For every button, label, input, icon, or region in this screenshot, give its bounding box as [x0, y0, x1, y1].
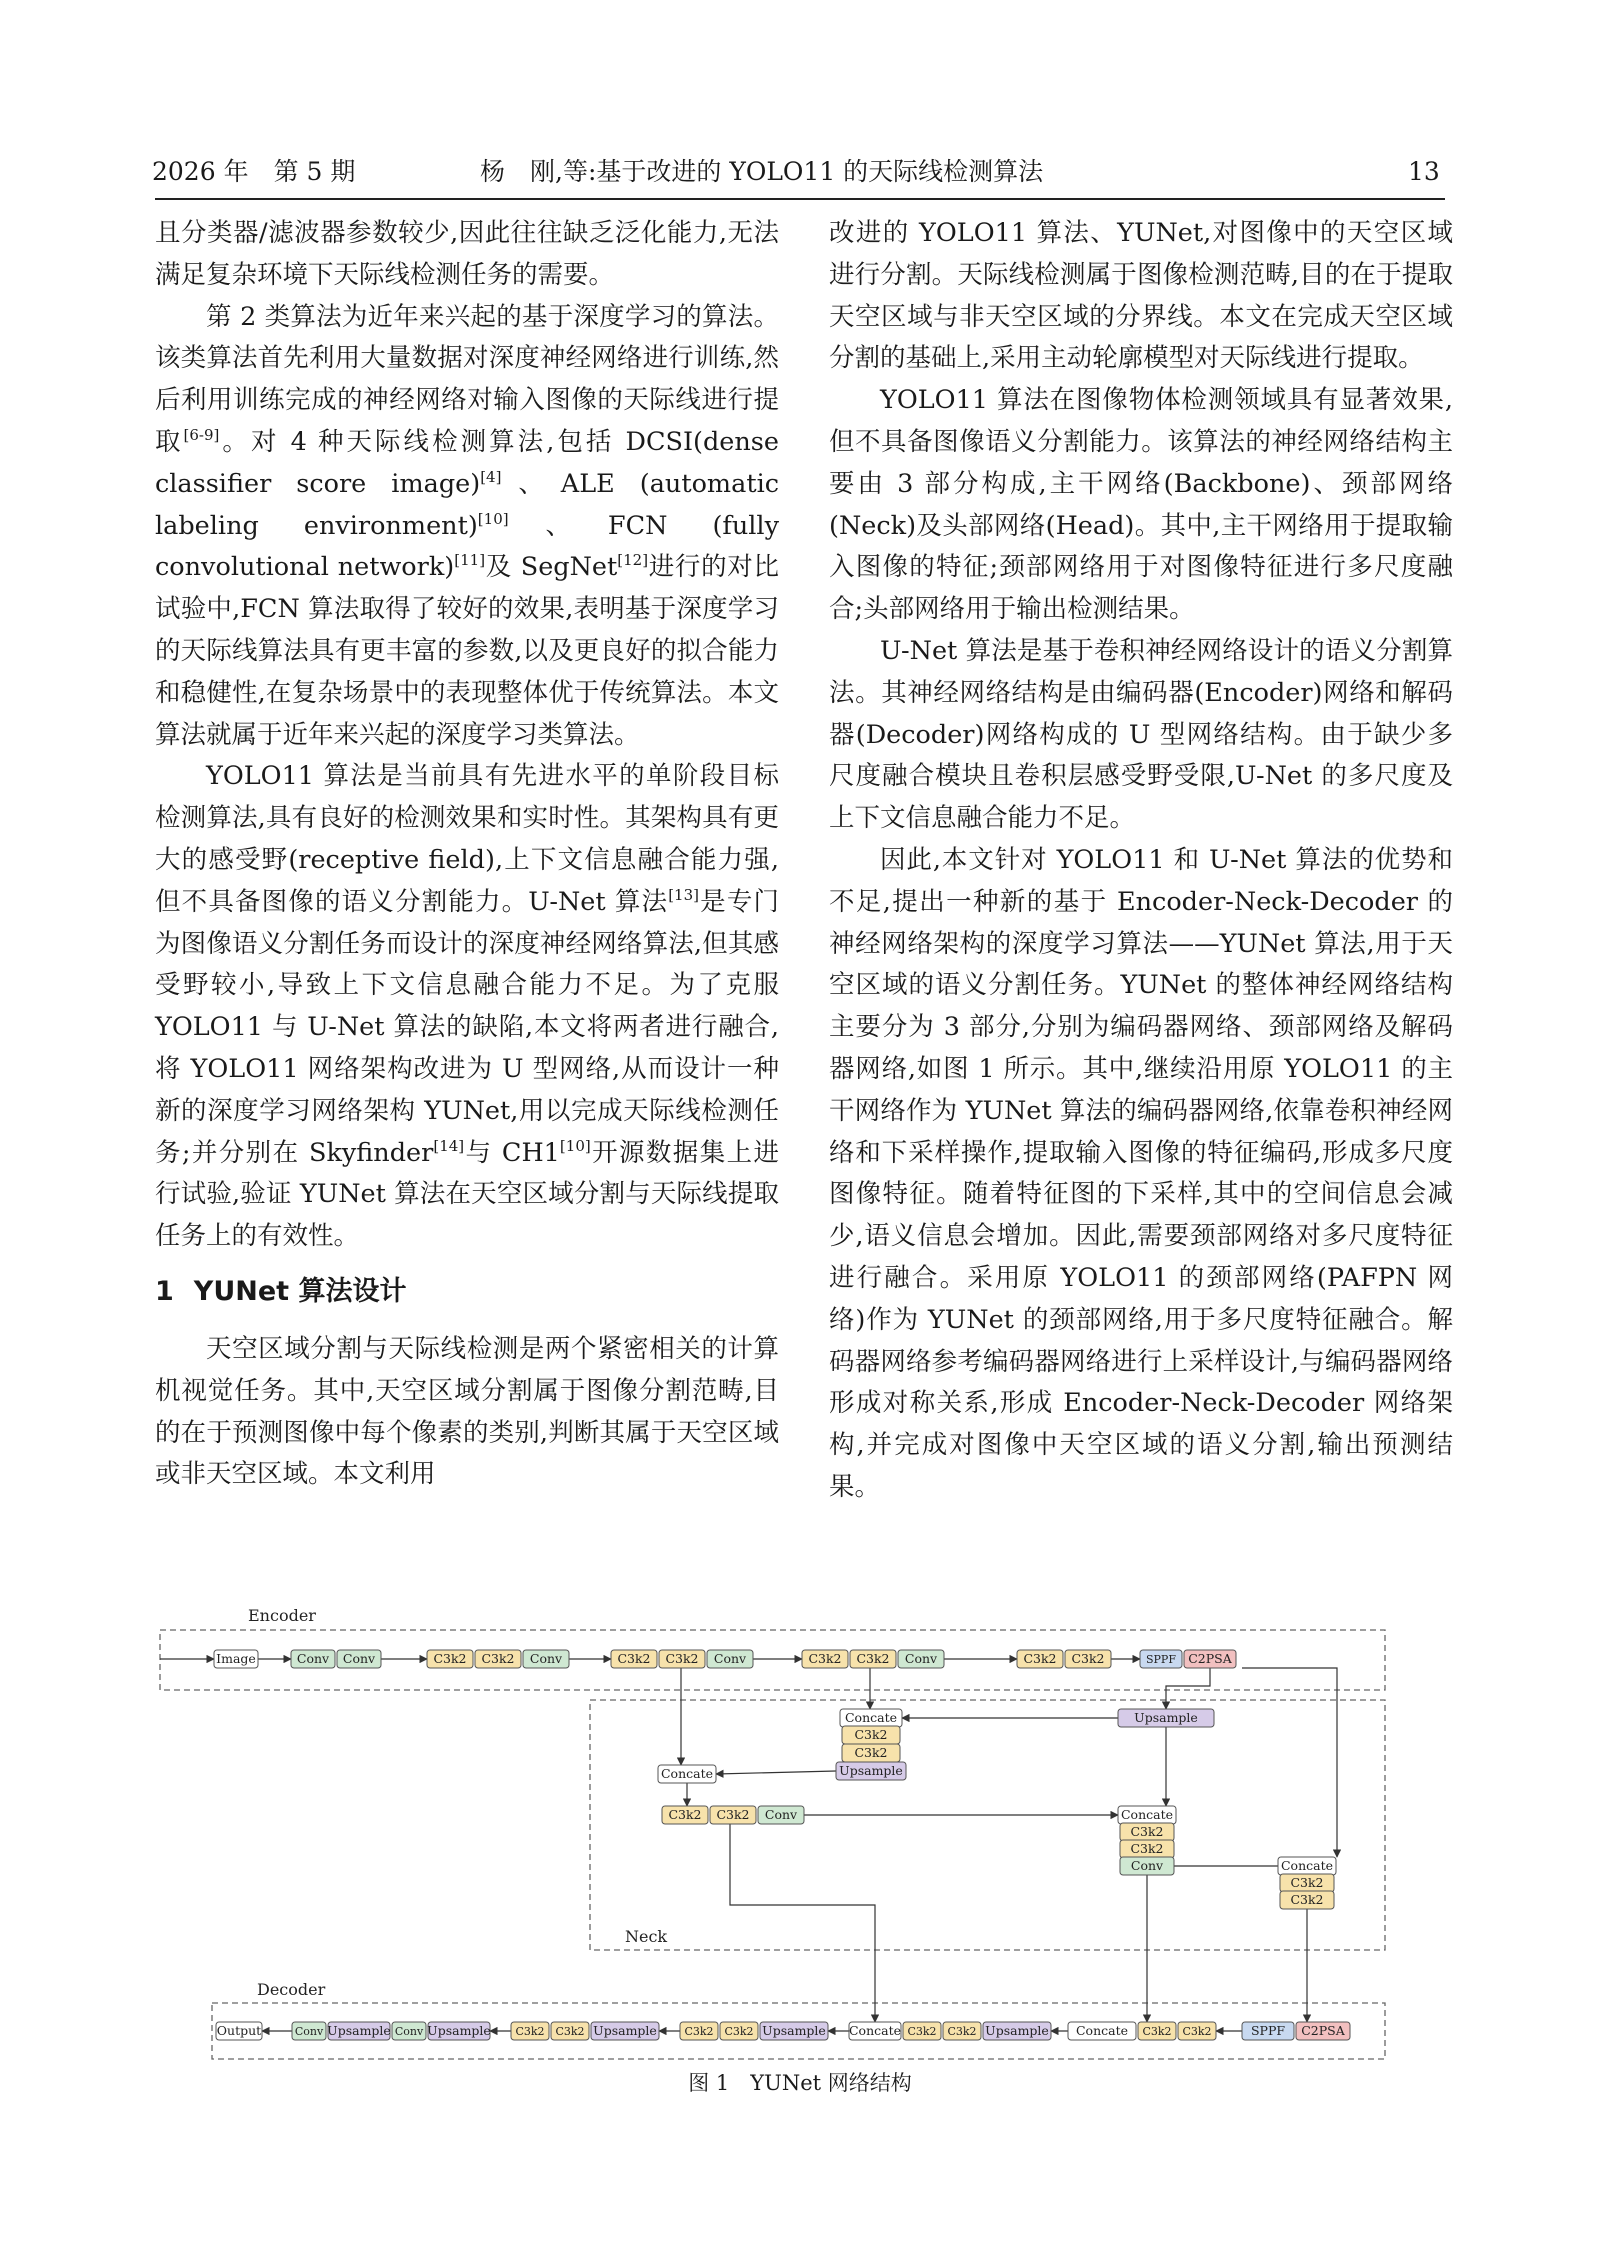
c3k2-label: C3k2 [481, 1651, 515, 1666]
conv-label: Conv [713, 1651, 747, 1666]
image-block [214, 1650, 258, 1668]
right-paragraph-3: U-Net 算法是基于卷积神经网络设计的语义分割算法。其神经网络结构是由编码器(Encoder)网络和解码器(Decoder)网络构成的 U 型网络结构。由于缺少多尺度融合模块且卷积层感受野受限,U-Net 的多尺度及上下文信息融合能力不足。 [829, 635, 1453, 834]
conv-block [758, 1806, 804, 1824]
conv-label: Conv [529, 1651, 563, 1666]
output-block [216, 2022, 262, 2040]
conv-label: Conv [342, 1651, 376, 1666]
c3k2-block [1120, 1823, 1174, 1841]
connection-arrow [1166, 1668, 1210, 1709]
c3k2-block [1138, 2022, 1176, 2040]
sppf-label: SPPF [1250, 2023, 1286, 2038]
upsample-block [983, 2022, 1051, 2040]
c3k2-label: C3k2 [1290, 1892, 1324, 1907]
c3k2-block [903, 2022, 941, 2040]
left-paragraph-2: 第 2 类算法为近年来兴起的基于深度学习的算法。该类算法首先利用大量数据对深度神经网络进行训练,然后利用训练完成的神经网络对输入图像的天际线进行提取[6-9]。对 4 种天际线检测算法,包括 DCSI(dense classifier score image)[4]、ALE (automatic labeling environment)[10]、FCN (fully convolutional network)[11]及 SegNet[12]进行的对比试验中,FCN 算法取得了较好的效果,表明基于深度学习的天际线算法具有更丰富的参数,以及更良好的拟合能力和稳健性,在复杂场景中的表现整体优于传统算法。本文算法就属于近年来兴起的深度学习类算法。 [155, 301, 780, 750]
connection-arrow [730, 1824, 875, 2022]
sppf-block [1242, 2022, 1294, 2040]
c3k2-label: C3k2 [1023, 1651, 1057, 1666]
c3k2-label: C3k2 [1130, 1824, 1164, 1839]
conv-block [291, 1650, 335, 1668]
concat-block [840, 1709, 902, 1727]
header-title: 杨 刚,等:基于改进的 YOLO11 的天际线检测算法 [480, 157, 1044, 186]
citation: [13] [668, 885, 699, 904]
connection-arrow [1242, 1668, 1337, 1857]
citation: [10] [477, 509, 509, 528]
c3k2-label: C3k2 [1142, 2025, 1172, 2038]
c3k2-block [842, 1744, 900, 1762]
header-issue: 2026 年 第 5 期 [152, 157, 356, 186]
conv-block [392, 2022, 426, 2040]
c3k2-block [1280, 1891, 1334, 1909]
concat-block [1278, 1857, 1336, 1875]
conv-label: Conv [294, 2025, 324, 2038]
citation: [11] [454, 551, 486, 570]
upsample-label: Upsample [427, 2023, 491, 2038]
c3k2-block [1017, 1650, 1063, 1668]
c3k2-block [710, 1806, 756, 1824]
output-label: Output [216, 2023, 262, 2038]
concat-block [1118, 1806, 1176, 1824]
concat-label: Concate [1075, 2023, 1129, 2038]
conv-label: Conv [394, 2025, 424, 2038]
c3k2-block [842, 1726, 900, 1744]
right-paragraph-4: 因此,本文针对 YOLO11 和 U-Net 算法的优势和不足,提出一种新的基于 Encoder-Neck-Decoder 的神经网络架构的深度学习算法——YUNet 算法,用于天空区域的语义分割任务。YUNet 的整体神经网络结构主要分为 3 部分,分别为编码器网络、颈部网络及解码器网络,如图 1 所示。其中,继续沿用原 YOLO11 的主干网络作为 YUNet 算法的编码器网络,依靠卷积神经网络和下采样操作,提取输入图像的特征编码,形成多尺度图像特征。随着特征图的下采样,其中的空间信息会减少,语义信息会增加。因此,需要颈部网络对多尺度特征进行融合。采用原 YOLO11 的颈部网络(PAFPN 网络)作为 YUNet 的颈部网络,用于多尺度特征融合。解码器网络参考编码器网络进行上采样设计,与编码器网络形成对称关系,形成 Encoder-Neck-Decoder 网络架构,并完成对图像中天空区域的语义分割,输出预测结果。 [829, 844, 1453, 1502]
left-column [155, 213, 779, 1496]
figure-caption: 图 1 YUNet 网络结构 [688, 2071, 912, 2095]
left-paragraph-4: 天空区域分割与天际线检测是两个紧密相关的计算机视觉任务。其中,天空区域分割属于图像分割范畴,目的在于预测图像中每个像素的类别,判断其属于天空区域或非天空区域。本文利用 [155, 1333, 779, 1490]
c3k2-block [1178, 2022, 1216, 2040]
neck-region [590, 1700, 1385, 1950]
section-heading [155, 1261, 779, 1323]
c3k2-block [427, 1650, 473, 1668]
concat-block [849, 2022, 901, 2040]
section-number: 1 [155, 1275, 174, 1307]
c3k2-block [662, 1806, 708, 1824]
concat-label: Concate [1120, 1807, 1174, 1822]
conv-label: Conv [296, 1651, 330, 1666]
c3k2-label: C3k2 [947, 2025, 977, 2038]
upsample-block [427, 2022, 491, 2040]
right-column [829, 213, 1453, 1509]
upsample-label: Upsample [593, 2023, 657, 2038]
upsample-label: Upsample [1134, 1710, 1198, 1725]
connection-arrow [716, 1771, 836, 1774]
c3k2-label: C3k2 [1071, 1651, 1105, 1666]
c3k2-label: C3k2 [1290, 1875, 1324, 1890]
concat-label: Concate [848, 2023, 902, 2038]
c3k2-label: C3k2 [856, 1651, 890, 1666]
sppf-label: SPPF [1146, 1653, 1176, 1666]
c3k2-block [1120, 1840, 1174, 1858]
conv-block [898, 1650, 944, 1668]
conv-block [292, 2022, 326, 2040]
c3k2-label: C3k2 [555, 2025, 585, 2038]
upsample-block [836, 1762, 906, 1780]
c3k2-block [720, 2022, 758, 2040]
neck-label: Neck [625, 1927, 668, 1946]
upsample-label: Upsample [327, 2023, 391, 2038]
conv-block [707, 1650, 753, 1668]
conv-block [337, 1650, 381, 1668]
concat-block [1068, 2022, 1136, 2040]
upsample-block [760, 2022, 828, 2040]
concat-block [658, 1765, 716, 1783]
citation: [10] [559, 1136, 591, 1155]
c3k2-label: C3k2 [1130, 1841, 1164, 1856]
upsample-block [1118, 1709, 1214, 1727]
c2psa-block [1184, 1650, 1236, 1668]
c3k2-block [1280, 1874, 1334, 1892]
image-label: Image [216, 1651, 256, 1666]
c2psa-block [1296, 2022, 1350, 2040]
c3k2-block [475, 1650, 521, 1668]
c3k2-label: C3k2 [684, 2025, 714, 2038]
upsample-label: Upsample [839, 1763, 903, 1778]
decoder-label: Decoder [257, 1980, 326, 1999]
c3k2-label: C3k2 [515, 2025, 545, 2038]
left-paragraph-1: 且分类器/滤波器参数较少,因此往往缺乏泛化能力,无法满足复杂环境下天际线检测任务的需要。 [155, 218, 779, 290]
right-paragraph-2: YOLO11 算法在图像物体检测领域具有显著效果,但不具备图像语义分割能力。该算法的神经网络结构主要由 3 部分构成,主干网络(Backbone)、颈部网络(Neck)及头部网络(Head)。其中,主干网络用于提取输入图像的特征;颈部网络用于对图像特征进行多尺度融合;头部网络用于输出检测结果。 [829, 385, 1453, 625]
concat-label: Concate [660, 1766, 714, 1781]
upsample-label: Upsample [985, 2023, 1049, 2038]
c3k2-block [551, 2022, 589, 2040]
header-rule [155, 198, 1445, 200]
conv-label: Conv [1130, 1858, 1164, 1873]
c3k2-block [1065, 1650, 1111, 1668]
right-paragraph-1: 改进的 YOLO11 算法、YUNet,对图像中的天空区域进行分割。天际线检测属于图像检测范畴,目的在于提取天空区域与非天空区域的分界线。本文在完成天空区域分割的基础上,采用主动轮廓模型对天际线进行提取。 [829, 218, 1453, 374]
c3k2-label: C3k2 [433, 1651, 467, 1666]
c3k2-block [611, 1650, 657, 1668]
c3k2-block [659, 1650, 705, 1668]
c3k2-label: C3k2 [617, 1651, 651, 1666]
c3k2-label: C3k2 [668, 1807, 702, 1822]
citation: [12] [617, 551, 649, 570]
c2psa-label: C2PSA [1301, 2023, 1345, 2038]
concat-label: Concate [844, 1710, 898, 1725]
c3k2-label: C3k2 [854, 1745, 888, 1760]
encoder-label: Encoder [248, 1606, 316, 1625]
conv-label: Conv [904, 1651, 938, 1666]
c3k2-block [943, 2022, 981, 2040]
c3k2-label: C3k2 [854, 1727, 888, 1742]
header-page-number: 13 [1408, 157, 1440, 186]
c3k2-block [850, 1650, 896, 1668]
c3k2-label: C3k2 [724, 2025, 754, 2038]
conv-block [1120, 1857, 1174, 1875]
c3k2-label: C3k2 [665, 1651, 699, 1666]
c3k2-label: C3k2 [1182, 2025, 1212, 2038]
upsample-label: Upsample [762, 2023, 826, 2038]
yunet-architecture-diagram [150, 1585, 1420, 2065]
c3k2-label: C3k2 [808, 1651, 842, 1666]
sppf-block [1140, 1650, 1182, 1668]
citation: [14] [433, 1136, 465, 1155]
conv-block [523, 1650, 569, 1668]
citation: [6-9] [183, 425, 220, 444]
conv-label: Conv [764, 1807, 798, 1822]
c3k2-label: C3k2 [716, 1807, 750, 1822]
left-paragraph-3: YOLO11 算法是当前具有先进水平的单阶段目标检测算法,具有良好的检测效果和实时性。其架构具有更大的感受野(receptive field),上下文信息融合能力强,但不具备图像的语义分割能力。U-Net 算法[13]是专门为图像语义分割任务而设计的深度神经网络算法,但其感受野较小,导致上下文信息融合能力不足。为了克服 YOLO11 与 U-Net 算法的缺陷,本文将两者进行融合,将 YOLO11 网络架构改进为 U 型网络,从而设计一种新的深度学习网络架构 YUNet,用以完成天际线检测任务;并分别在 Skyfinder[14]与 CH1[10]开源数据集上进行试验,验证 YUNet 算法在天空区域分割与天际线提取任务上的有效性。 [155, 761, 779, 1252]
c3k2-block [511, 2022, 549, 2040]
upsample-block [591, 2022, 659, 2040]
citation: [4] [480, 467, 502, 486]
c2psa-label: C2PSA [1188, 1651, 1232, 1666]
c3k2-label: C3k2 [907, 2025, 937, 2038]
section-title: YUNet 算法设计 [193, 1275, 407, 1307]
upsample-block [327, 2022, 391, 2040]
c3k2-block [680, 2022, 718, 2040]
c3k2-block [802, 1650, 848, 1668]
concat-label: Concate [1280, 1858, 1334, 1873]
